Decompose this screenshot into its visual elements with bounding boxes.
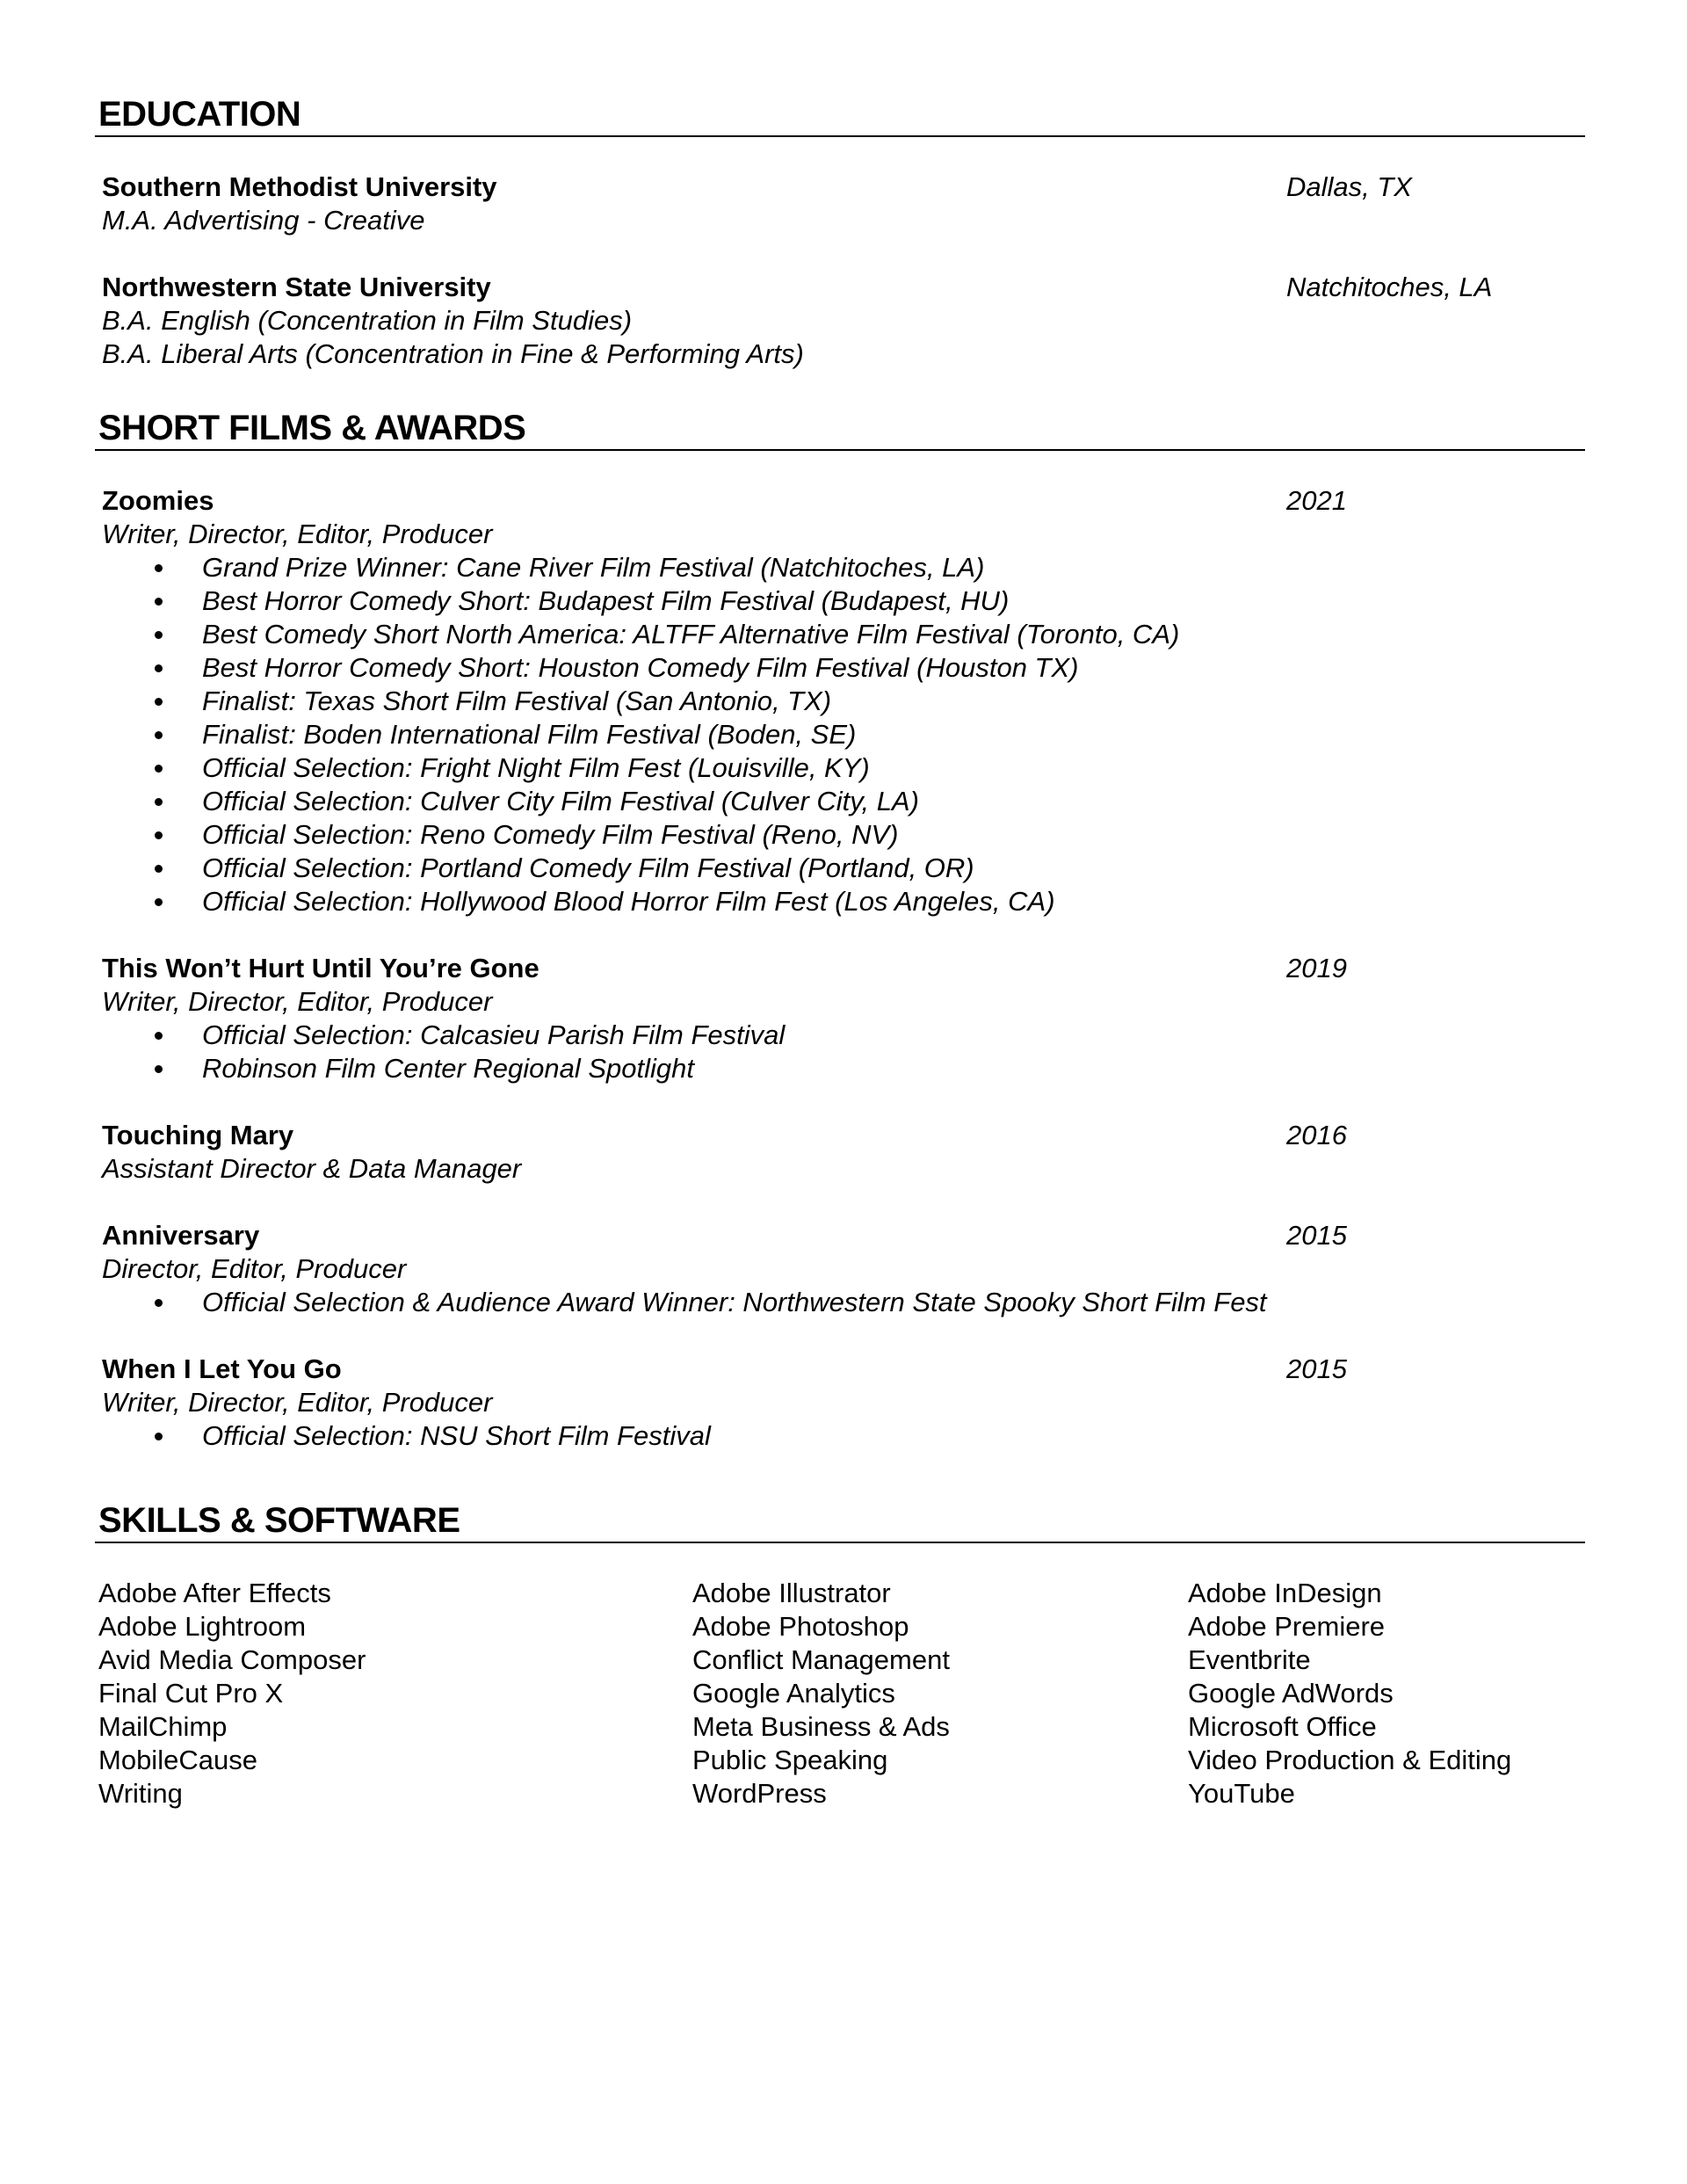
award-item: [98, 785, 1585, 818]
school-name: Northwestern State University: [102, 272, 491, 302]
skill-item: Microsoft Office: [1188, 1711, 1377, 1742]
bullet-icon: [155, 798, 163, 806]
skill-item: Eventbrite: [1188, 1644, 1311, 1675]
degree-line: B.A. English (Concentration in Film Studies): [102, 305, 633, 336]
skill-item: Adobe Lightroom: [98, 1611, 307, 1642]
skills-column: [692, 1577, 950, 1810]
award-item: [98, 818, 1585, 852]
award-text: Official Selection: NSU Short Film Festival: [202, 1420, 711, 1451]
skill-item: MailChimp: [98, 1711, 228, 1742]
skill-item: Adobe InDesign: [1188, 1578, 1382, 1608]
film-entry: [95, 1353, 1585, 1453]
education-entry: [95, 271, 1585, 371]
school-location: Dallas, TX: [1286, 171, 1412, 202]
skills-column: [98, 1577, 366, 1810]
skill-item: WordPress: [692, 1778, 827, 1809]
skill-item: Final Cut Pro X: [98, 1678, 284, 1709]
film-year: 2019: [1286, 953, 1347, 983]
award-text: Best Horror Comedy Short: Houston Comedy Film Festival (Houston TX): [202, 652, 1079, 683]
bullet-icon: [155, 631, 163, 639]
skills-section: [95, 1492, 1585, 1810]
skill-item: Adobe Premiere: [1188, 1611, 1386, 1642]
award-text: Official Selection: Calcasieu Parish Film Festival: [202, 1019, 786, 1050]
bullet-icon: [155, 765, 163, 773]
film-roles: Director, Editor, Producer: [102, 1253, 407, 1284]
award-text: Grand Prize Winner: Cane River Film Festival (Natchitoches, LA): [202, 552, 985, 583]
skill-item: Adobe After Effects: [98, 1578, 331, 1608]
film-name: Anniversary: [102, 1220, 260, 1251]
film-year: 2016: [1286, 1120, 1347, 1150]
award-item: [98, 618, 1585, 651]
film-year: 2015: [1286, 1353, 1347, 1384]
award-text: Best Horror Comedy Short: Budapest Film Festival (Budapest, HU): [202, 585, 1010, 616]
skill-item: Avid Media Composer: [98, 1644, 366, 1675]
award-item: [98, 551, 1585, 584]
award-list: [98, 551, 1585, 918]
award-text: Official Selection: Reno Comedy Film Festival (Reno, NV): [202, 819, 899, 850]
education-header: [95, 86, 1585, 137]
film-entry: [95, 484, 1585, 918]
bullet-icon: [155, 898, 163, 906]
bullet-icon: [155, 865, 163, 873]
bullet-icon: [155, 831, 163, 839]
award-item: [98, 1286, 1585, 1319]
award-text: Finalist: Texas Short Film Festival (San Antonio, TX): [202, 686, 832, 716]
skill-item: MobileCause: [98, 1745, 257, 1775]
award-text: Official Selection: Hollywood Blood Horror Film Fest (Los Angeles, CA): [202, 886, 1055, 917]
award-item: [98, 718, 1585, 751]
award-text: Robinson Film Center Regional Spotlight: [202, 1053, 695, 1084]
film-name: When I Let You Go: [102, 1353, 342, 1384]
award-item: [98, 651, 1585, 685]
film-roles: Writer, Director, Editor, Producer: [102, 1387, 493, 1418]
skill-item: Video Production & Editing: [1188, 1745, 1512, 1775]
skills-title: SKILLS & SOFTWARE: [98, 1501, 460, 1540]
bullet-icon: [155, 564, 163, 572]
skill-item: Google Analytics: [692, 1678, 895, 1709]
film-roles: Assistant Director & Data Manager: [102, 1153, 522, 1184]
education-section: [95, 86, 1585, 371]
film-name: Touching Mary: [102, 1120, 294, 1150]
bullet-icon: [155, 664, 163, 672]
award-text: Official Selection: Culver City Film Festival (Culver City, LA): [202, 786, 919, 816]
education-title: EDUCATION: [98, 95, 301, 134]
film-entry: [95, 952, 1585, 1085]
award-item: [98, 1052, 1585, 1085]
award-text: Best Comedy Short North America: ALTFF Alternative Film Festival (Toronto, CA): [202, 619, 1180, 649]
school-name: Southern Methodist University: [102, 171, 497, 202]
skills-grid: [95, 1577, 1585, 1810]
film-year: 2021: [1286, 485, 1347, 516]
films-header: [95, 400, 1585, 451]
skill-item: Meta Business & Ads: [692, 1711, 950, 1742]
bullet-icon: [155, 731, 163, 739]
film-name: Zoomies: [102, 485, 214, 516]
skill-item: Writing: [98, 1778, 183, 1809]
skill-item: YouTube: [1188, 1778, 1295, 1809]
award-list: [98, 1019, 1585, 1085]
degree-line: M.A. Advertising - Creative: [102, 205, 425, 236]
award-item: [98, 685, 1585, 718]
award-text: Official Selection: Fright Night Film Fest (Louisville, KY): [202, 752, 870, 783]
skills-header: [95, 1492, 1585, 1543]
award-list: [98, 1286, 1585, 1319]
skill-item: Adobe Photoshop: [692, 1611, 909, 1642]
skill-item: Public Speaking: [692, 1745, 888, 1775]
award-item: [98, 852, 1585, 885]
film-roles: Writer, Director, Editor, Producer: [102, 519, 493, 549]
bullet-icon: [155, 1032, 163, 1040]
film-year: 2015: [1286, 1220, 1347, 1251]
education-entry: [95, 171, 1585, 237]
bullet-icon: [155, 1065, 163, 1073]
award-text: Official Selection & Audience Award Winner: Northwestern State Spooky Short Film Fest: [202, 1287, 1267, 1317]
skill-item: Conflict Management: [692, 1644, 950, 1675]
award-item: [98, 1419, 1585, 1453]
bullet-icon: [155, 598, 163, 606]
award-text: Finalist: Boden International Film Festival (Boden, SE): [202, 719, 857, 750]
films-section: [95, 400, 1585, 1453]
school-location: Natchitoches, LA: [1286, 272, 1493, 302]
film-entry: [95, 1119, 1585, 1186]
film-entry: [95, 1219, 1585, 1319]
bullet-icon: [155, 1299, 163, 1307]
degree-line: B.A. Liberal Arts (Concentration in Fine & Performing Arts): [102, 338, 804, 369]
award-text: Official Selection: Portland Comedy Film Festival (Portland, OR): [202, 853, 974, 883]
bullet-icon: [155, 1433, 163, 1440]
award-item: [98, 1019, 1585, 1052]
bullet-icon: [155, 698, 163, 706]
films-title: SHORT FILMS & AWARDS: [98, 409, 526, 447]
film-roles: Writer, Director, Editor, Producer: [102, 986, 493, 1017]
award-list: [98, 1419, 1585, 1453]
award-item: [98, 885, 1585, 918]
film-name: This Won’t Hurt Until You’re Gone: [102, 953, 539, 983]
skills-column: [1188, 1577, 1511, 1810]
skill-item: Google AdWords: [1188, 1678, 1394, 1709]
award-item: [98, 584, 1585, 618]
award-item: [98, 751, 1585, 785]
skill-item: Adobe Illustrator: [692, 1578, 891, 1608]
